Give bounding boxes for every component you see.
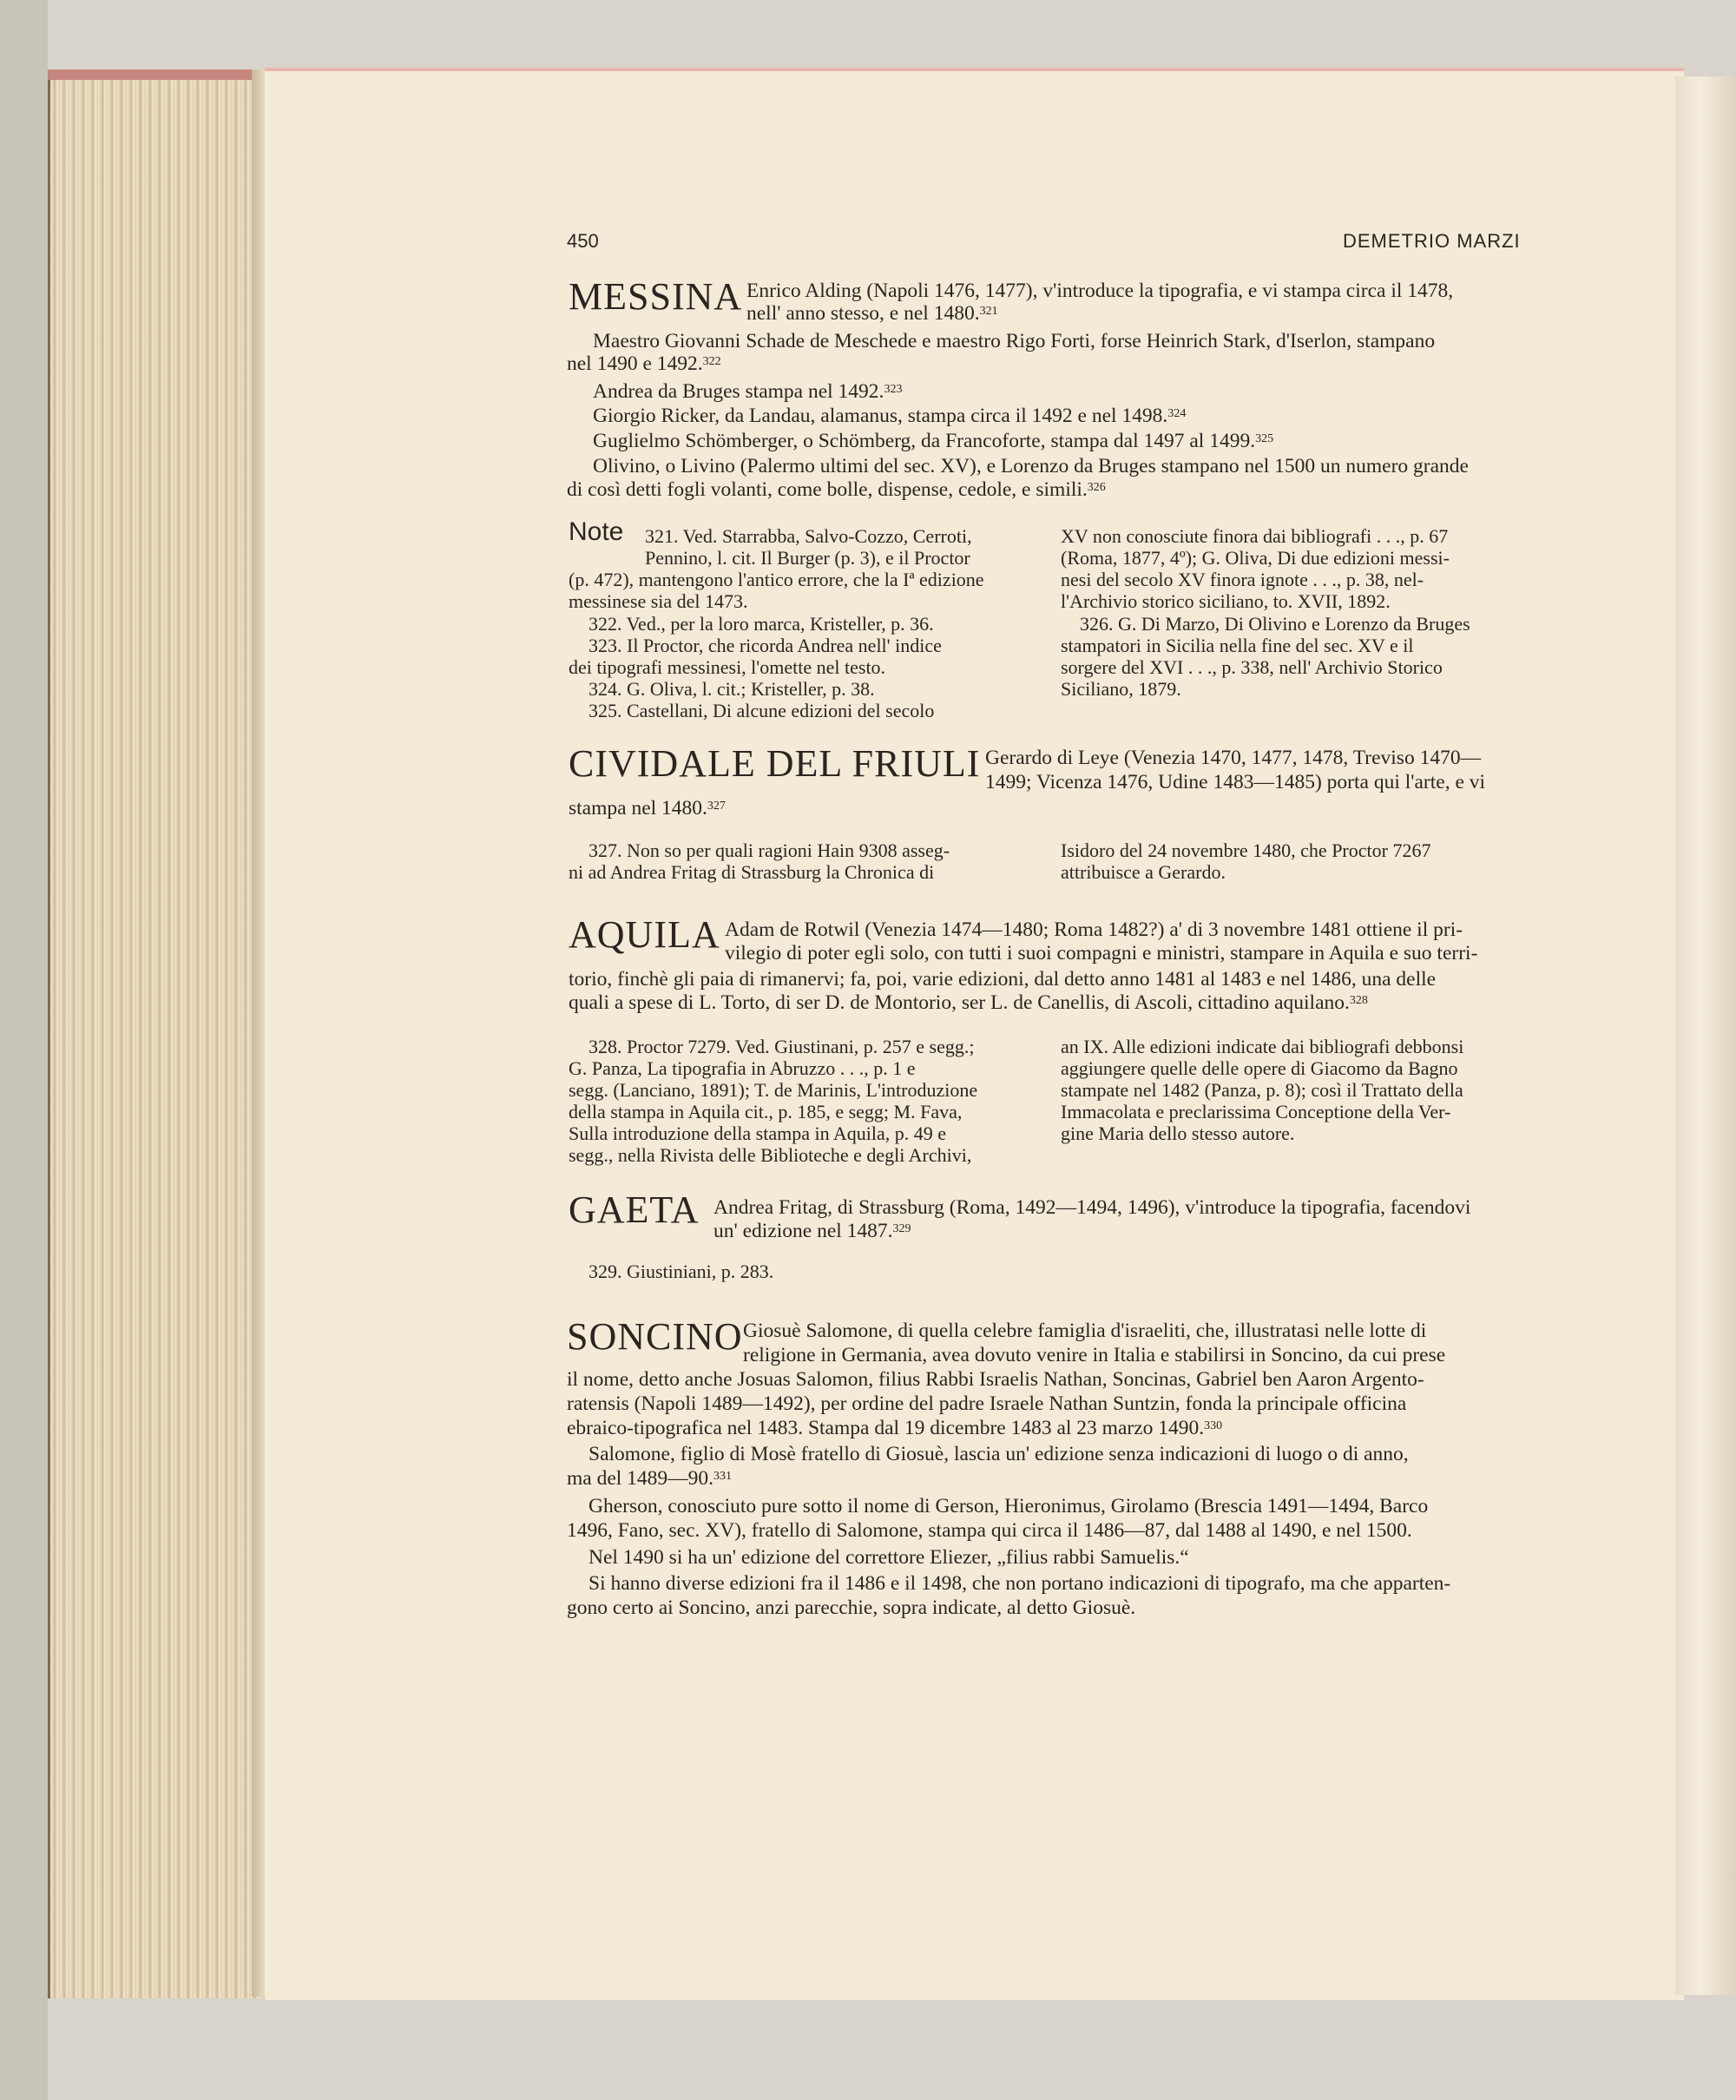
note-321-line-3: (p. 472), mantengono l'antico errore, che la Iª edizione	[569, 569, 984, 590]
messina-line-3: Maestro Giovanni Schade de Meschede e maestro Rigo Forti, forse Heinrich Stark, d'Iserlon, stampano	[593, 330, 1436, 352]
note-321-line-4: messinese sia del 1473.	[569, 590, 748, 612]
note-328-line-4: della stampa in Aquila cit., p. 185, e segg; M. Fava,	[569, 1101, 963, 1122]
messina-line-1: Enrico Alding (Napoli 1476, 1477), v'introduce la tipografia, e vi stampa circa il 1478,	[746, 280, 1454, 302]
note-328-line-8: aggiungere quelle delle opere di Giacomo da Bagno	[1061, 1057, 1458, 1079]
messina-line-2: nell' anno stesso, e nel 1480.$^{321}$	[746, 302, 998, 325]
messina-line-7: Guglielmo Schömberger, o Schömberg, da Francoforte, stampa dal 1497 al 1499.$^{325}$	[593, 430, 1274, 452]
running-title: DEMETRIO MARZI	[1343, 230, 1521, 252]
book-page-edges	[48, 80, 267, 1998]
note-321-line-1: 321. Ved. Starrabba, Salvo-Cozzo, Cerroti,	[645, 525, 972, 547]
note-323-line-2: dei tipografi messinesi, l'omette nel testo.	[569, 656, 886, 678]
gaeta-line-1: Andrea Fritag, di Strassburg (Roma, 1492—1494, 1496), v'introduce la tipografia, facendovi	[713, 1196, 1471, 1219]
note-328-line-10: Immacolata e preclarissima Conceptione della Ver-	[1061, 1101, 1451, 1122]
gaeta-line-2: un' edizione nel 1487.$^{329}$	[713, 1220, 911, 1242]
soncino-line-8: Gherson, conosciuto pure sotto il nome di Gerson, Hieronimus, Girolamo (Brescia 1491—1494, Barco	[589, 1495, 1429, 1517]
note-325-line-1: 325. Castellani, Di alcune edizioni del secolo	[589, 700, 935, 721]
soncino-line-2: religione in Germania, avea dovuto venire in Italia e stabilirsi in Soncino, da cui prese	[743, 1344, 1446, 1366]
note-326-line-4: Siciliano, 1879.	[1061, 678, 1181, 700]
soncino-line-11: Si hanno diverse edizioni fra il 1486 e il 1498, che non portano indicazioni di tipografo, ma che apparten-	[589, 1572, 1451, 1595]
note-328-line-1: 328. Proctor 7279. Ved. Giustinani, p. 257 e segg.;	[589, 1036, 975, 1057]
note-325-line-2: XV non conosciute finora dai bibliografi . . ., p. 67	[1061, 525, 1449, 547]
note-328-line-9: stampate nel 1482 (Panza, p. 8); così il Trattato della	[1061, 1079, 1463, 1101]
messina-line-5: Andrea da Bruges stampa nel 1492.$^{323}$	[593, 380, 903, 403]
note-322: 322. Ved., per la loro marca, Kristeller, p. 36.	[589, 613, 934, 635]
scan-left-margin	[0, 0, 48, 2100]
note-326-line-2: stampatori in Sicilia nella fine del sec. XV e il	[1061, 635, 1414, 656]
soncino-line-3: il nome, detto anche Josuas Salomon, filius Rabbi Israelis Nathan, Soncinas, Gabriel ben Aaron Argento-	[567, 1368, 1424, 1391]
messina-line-8: Olivino, o Livino (Palermo ultimi del sec. XV), e Lorenzo da Bruges stampano nel 1500 un numero grande	[593, 455, 1469, 477]
cividale-line-3: stampa nel 1480.$^{327}$	[569, 797, 726, 820]
soncino-line-9: 1496, Fano, sec. XV), fratello di Salomone, stampa qui circa il 1486—87, dal 1488 al 1490, e nel 1500.	[567, 1519, 1412, 1542]
cividale-line-2: 1499; Vicenza 1476, Udine 1483—1485) porta qui l'arte, e vi	[985, 771, 1486, 793]
soncino-line-12: gono certo ai Soncino, anzi parecchie, sopra indicate, al detto Giosuè.	[567, 1596, 1136, 1619]
note-328-line-6: segg., nella Rivista delle Biblioteche e degli Archivi,	[569, 1144, 972, 1166]
note-326-line-1: 326. G. Di Marzo, Di Olivino e Lorenzo da Bruges	[1080, 613, 1470, 635]
note-329: 329. Giustiniani, p. 283.	[589, 1261, 774, 1282]
messina-line-6: Giorgio Ricker, da Landau, alamanus, stampa circa il 1492 e nel 1498.$^{324}$	[593, 405, 1187, 427]
note-328-line-2: G. Panza, La tipografia in Abruzzo . . ., p. 1 e	[569, 1057, 916, 1079]
section-heading-aquila: AQUILA	[569, 913, 720, 956]
soncino-line-1: Giosuè Salomone, di quella celebre famiglia d'israeliti, che, illustratasi nelle lotte di	[743, 1320, 1427, 1342]
note-328-line-5: Sulla introduzione della stampa in Aquila, p. 49 e	[569, 1122, 947, 1144]
note-325-line-3: (Roma, 1877, 4º); G. Oliva, Di due edizioni messi-	[1061, 547, 1450, 569]
cividale-line-1: Gerardo di Leye (Venezia 1470, 1477, 1478, Treviso 1470—	[985, 747, 1482, 769]
aquila-line-2: vilegio di poter egli solo, con tutti i suoi compagni e ministri, stampare in Aquila e suo terri-	[725, 942, 1478, 964]
section-heading-cividale: CIVIDALE DEL FRIULI	[569, 742, 981, 785]
aquila-line-4: quali a spese di L. Torto, di ser D. de Montorio, ser L. de Canellis, di Ascoli, cittadino aquilano.$^{328}$	[569, 991, 1368, 1014]
section-heading-messina: MESSINA	[569, 275, 743, 318]
section-heading-gaeta: GAETA	[569, 1188, 700, 1231]
aquila-line-3: torio, finchè gli paia di rimanervi; fa, poi, varie edizioni, dal detto anno 1481 al 1483 e nel 1486, una delle	[569, 968, 1437, 991]
soncino-line-5: ebraico-tipografica nel 1483. Stampa dal 19 dicembre 1483 al 23 marzo 1490.$^{330}$	[567, 1417, 1223, 1439]
messina-line-4: nel 1490 e 1492.$^{322}$	[567, 352, 721, 375]
note-321-line-2: Pennino, l. cit. Il Burger (p. 3), e il Proctor	[645, 547, 970, 569]
note-325-line-5: l'Archivio storico siciliano, to. XVII, 1892.	[1061, 590, 1391, 612]
messina-line-9: di così detti fogli volanti, come bolle, dispense, cedole, e simili.$^{326}$	[567, 478, 1106, 501]
notes-label: Note	[569, 517, 624, 546]
page-number: 450	[567, 230, 599, 252]
note-327-line-4: attribuisce a Gerardo.	[1061, 861, 1226, 883]
facing-page-edge	[1675, 76, 1736, 1995]
note-327-line-2: ni ad Andrea Fritag di Strassburg la Chronica di	[569, 861, 935, 883]
soncino-line-4: ratensis (Napoli 1489—1492), per ordine del padre Israele Nathan Suntzin, fonda la principale officina	[567, 1392, 1407, 1415]
note-327-line-3: Isidoro del 24 novembre 1480, che Proctor 7267	[1061, 839, 1431, 861]
soncino-line-10: Nel 1490 si ha un' edizione del correttore Eliezer, „filius rabbi Samuelis.“	[589, 1546, 1189, 1569]
note-327-line-1: 327. Non so per quali ragioni Hain 9308 asseg-	[589, 839, 950, 861]
section-heading-soncino: SONCINO	[567, 1315, 743, 1358]
note-328-line-3: segg. (Lanciano, 1891); T. de Marinis, L'introduzione	[569, 1079, 978, 1101]
note-323-line-1: 323. Il Proctor, che ricorda Andrea nell' indice	[589, 635, 942, 656]
book-page	[265, 71, 1684, 2000]
note-328-line-7: an IX. Alle edizioni indicate dai bibliografi debbonsi	[1061, 1036, 1464, 1057]
soncino-line-6: Salomone, figlio di Mosè fratello di Giosuè, lascia un' edizione senza indicazioni di luogo o di anno,	[589, 1443, 1409, 1465]
aquila-line-1: Adam de Rotwil (Venezia 1474—1480; Roma 1482?) a' di 3 novembre 1481 ottiene il pri-	[725, 918, 1463, 941]
soncino-line-7: ma del 1489—90.$^{331}$	[567, 1467, 733, 1490]
note-328-line-11: gine Maria dello stesso autore.	[1061, 1122, 1295, 1144]
note-324: 324. G. Oliva, l. cit.; Kristeller, p. 38.	[589, 678, 875, 700]
note-326-line-3: sorgere del XVI . . ., p. 338, nell' Archivio Storico	[1061, 656, 1443, 678]
note-325-line-4: nesi del secolo XV finora ignote . . ., p. 38, nel-	[1061, 569, 1424, 590]
